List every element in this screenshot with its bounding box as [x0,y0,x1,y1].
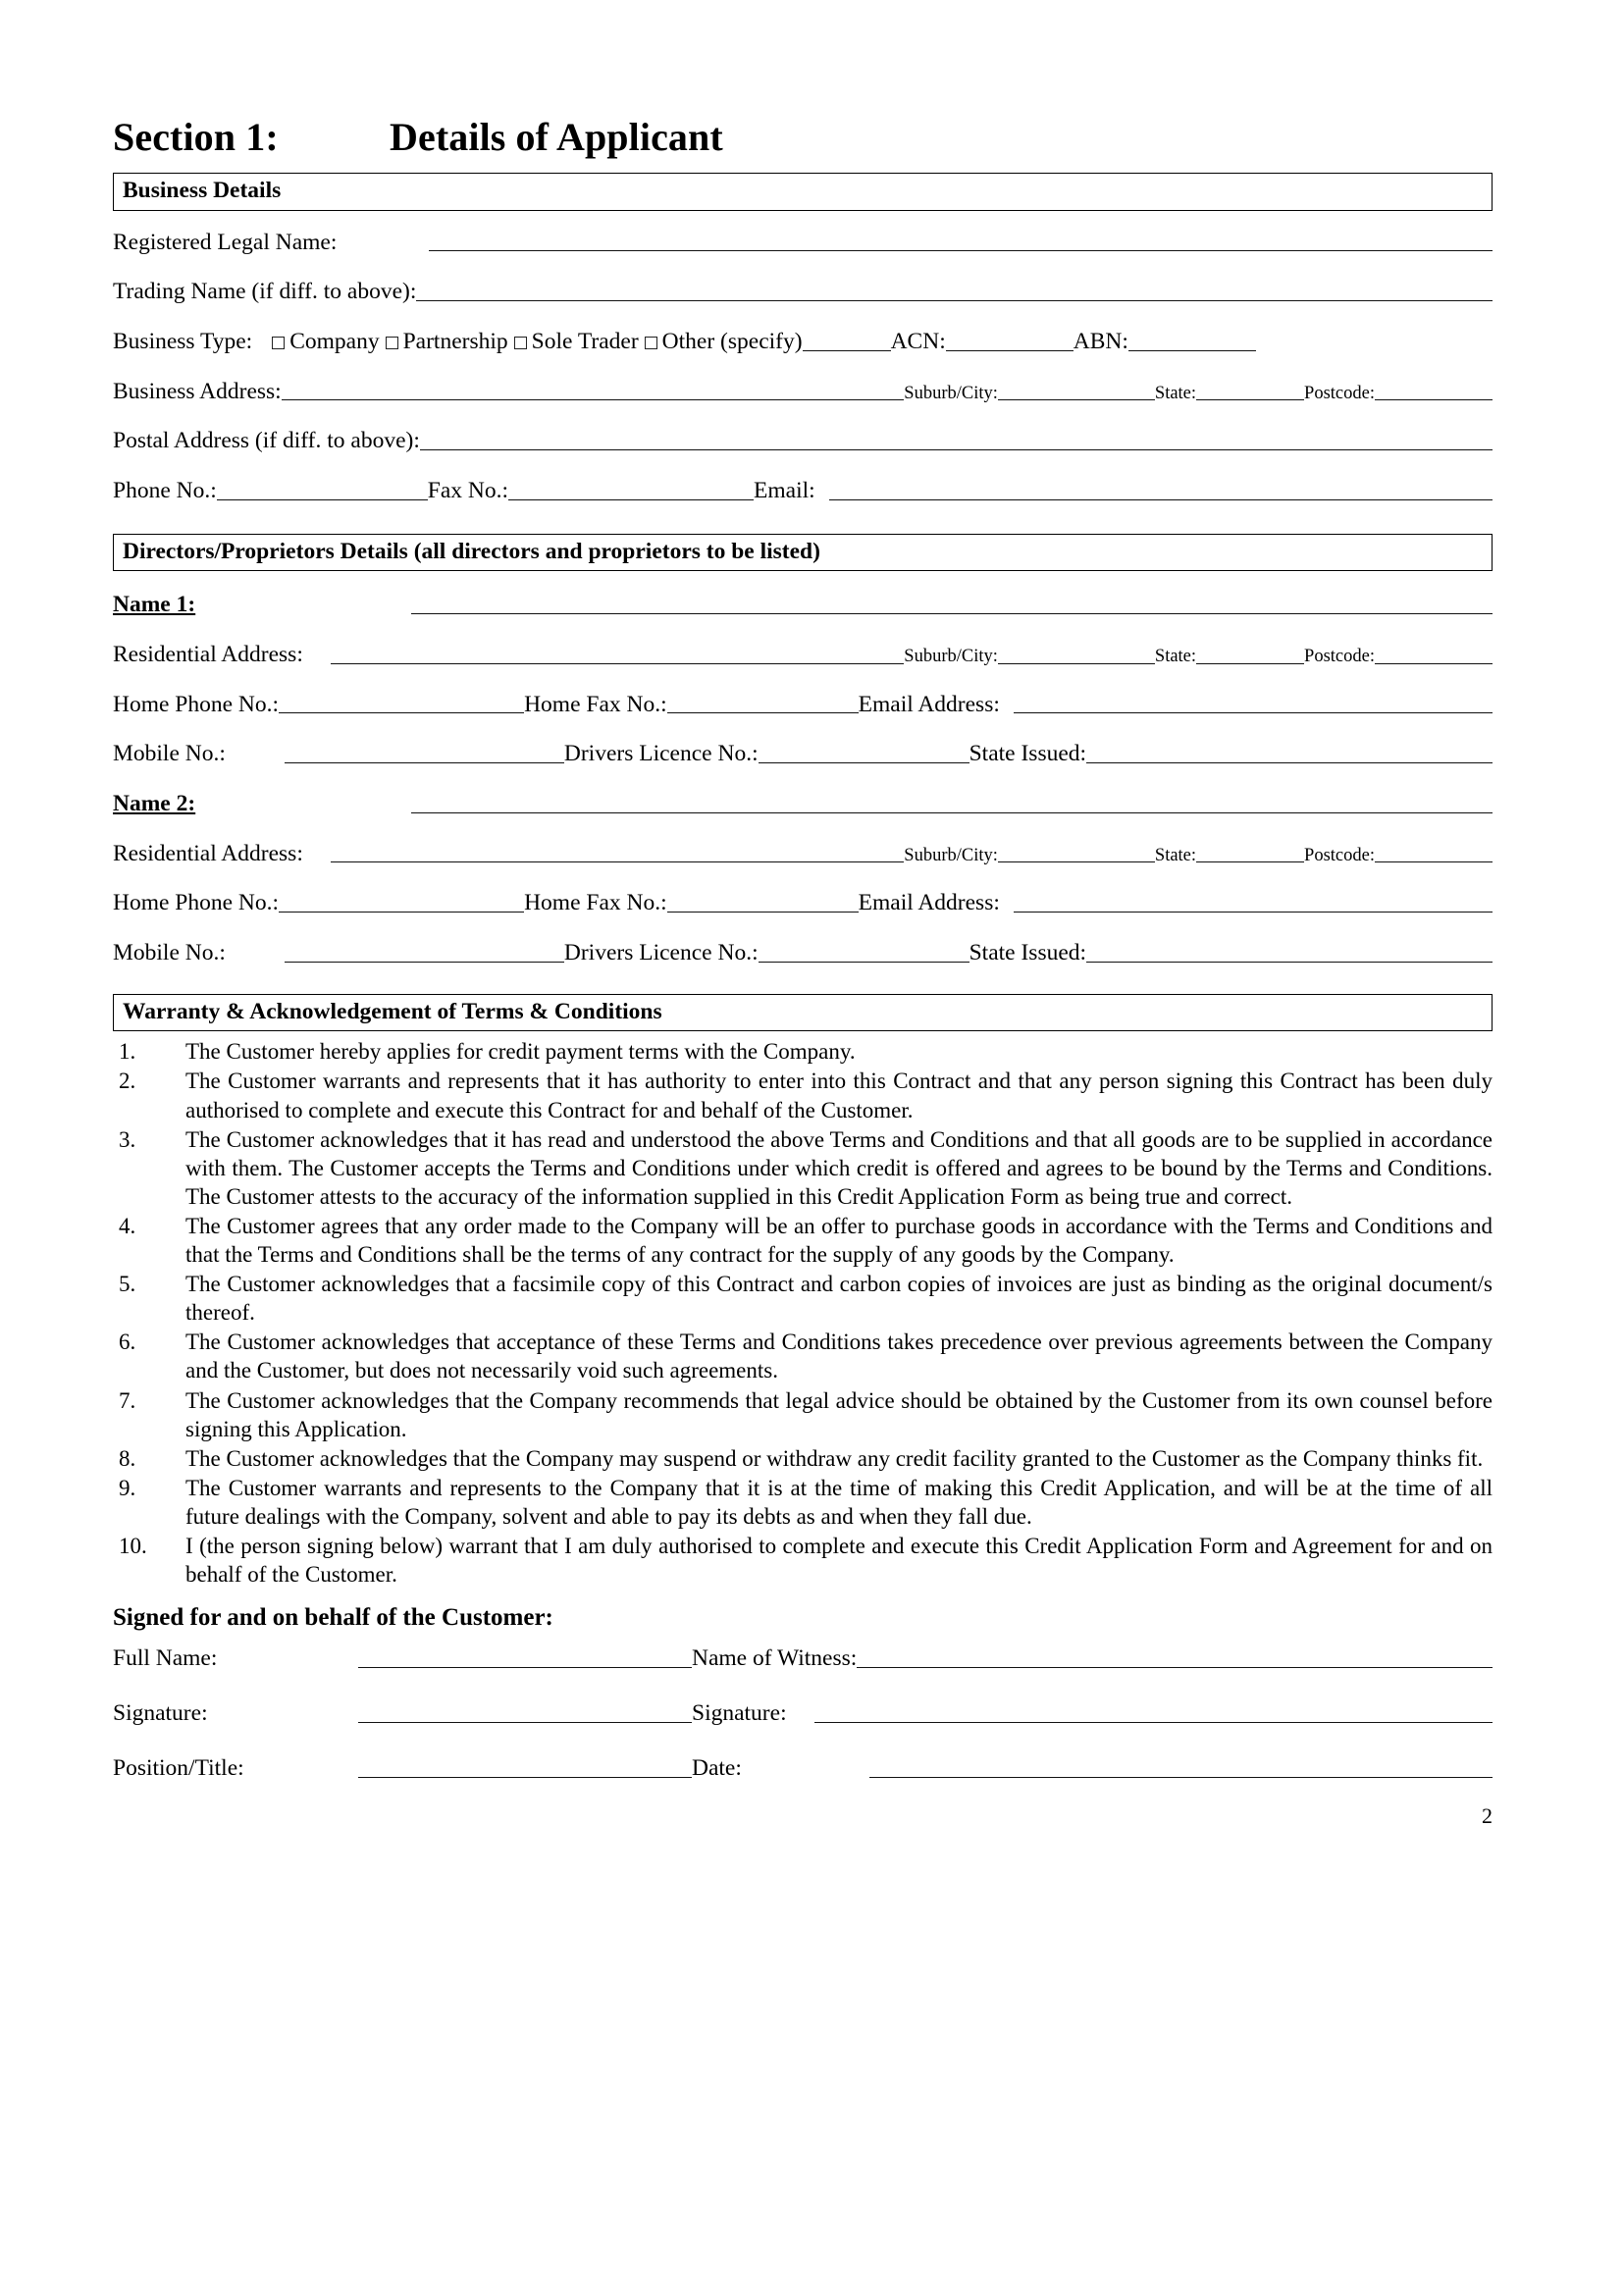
director-1-name-input[interactable] [411,612,1493,614]
director-1-state-input[interactable] [1196,662,1304,664]
name-of-witness-input[interactable] [857,1666,1493,1668]
director-1-suburb-city-label: Suburb/City: [904,647,998,667]
abn-input[interactable] [1128,349,1256,351]
business-type-label: Business Type: [113,329,253,354]
business-postcode-input[interactable] [1375,398,1493,400]
director-1-name-label: Name 1: [113,592,196,618]
registered-legal-name-label: Registered Legal Name: [113,229,338,255]
business-state-label: State: [1154,383,1197,403]
term-number: 9. [119,1475,136,1500]
director-1-suburb-city-input[interactable] [998,662,1155,664]
director-2-suburb-city-input[interactable] [998,861,1155,862]
term-item [113,1532,1493,1589]
business-type-option-other-label: Other (specify) [661,329,803,354]
director-2-name-label: Name 2: [113,791,196,817]
term-text: The Customer acknowledges that it has read and understood the above Terms and Conditions and that all goods are to be supplied in accordance with them. The Customer accepts the Terms and Conditions under which credit is offered and agrees to be bound by the Terms and Conditions. The Customer attests to the accuracy of the information supplied in this Credit Application Form as being true and correct. [185,1126,1493,1209]
term-item [113,1067,1493,1123]
director-2-state-issued-input[interactable] [1086,961,1493,963]
term-number: 6. [119,1330,136,1355]
term-text: The Customer hereby applies for credit payment terms with the Company. [185,1039,856,1065]
witness-signature-label: Signature: [692,1700,787,1727]
checkbox-icon[interactable] [272,337,285,349]
business-address-input[interactable] [282,398,905,400]
section-label: Section 1: [113,115,279,159]
acn-input[interactable] [946,349,1074,351]
director-1-drivers-licence-input[interactable] [759,761,969,763]
term-text: The Customer acknowledges that the Company recommends that legal advice should be obtained by the Customer from its own counsel before signing this Application. [185,1387,1493,1441]
business-type-option-company[interactable] [272,330,379,355]
director-1-mobile-label: Mobile No.: [113,741,226,767]
director-2-home-phone-label: Home Phone No.: [113,890,280,916]
full-name-label: Full Name: [113,1645,218,1672]
position-title-input[interactable] [358,1776,692,1778]
field-director-1-residential-address [113,643,1493,668]
director-1-postcode-label: Postcode: [1304,647,1375,667]
term-item [113,1328,1493,1384]
director-1-residential-address-label: Residential Address: [113,642,303,668]
full-name-input[interactable] [358,1666,692,1668]
field-registered-legal-name [113,231,1493,256]
email-input[interactable] [829,498,1493,500]
signed-heading: Signed for and on behalf of the Customer: [113,1604,553,1632]
director-2-name-input[interactable] [411,811,1493,813]
director-2-mobile-input[interactable] [285,961,564,963]
director-2-mobile-label: Mobile No.: [113,940,226,966]
term-item [113,1270,1493,1327]
field-director-2-name [113,792,1493,817]
director-2-postcode-label: Postcode: [1304,845,1375,865]
director-1-residential-address-input[interactable] [331,662,904,664]
director-1-home-phone-input[interactable] [279,711,524,713]
director-2-state-issued-label: State Issued: [969,940,1087,966]
business-type-option-partnership-label: Partnership [402,329,508,354]
director-1-email-address-input[interactable] [1014,711,1493,713]
trading-name-label: Trading Name (if diff. to above): [113,279,417,305]
signature-row-position-title [113,1755,1493,1782]
checkbox-icon[interactable] [645,337,657,349]
business-postcode-label: Postcode: [1304,383,1375,403]
director-2-residential-address-label: Residential Address: [113,840,303,866]
term-item [113,1386,1493,1443]
term-item [113,1037,1493,1066]
registered-legal-name-input[interactable] [429,249,1493,251]
date-input[interactable] [869,1776,1493,1778]
field-director-1-home-phone [113,693,1493,718]
term-item [113,1474,1493,1531]
term-text: The Customer acknowledges that acceptance of these Terms and Conditions takes precedence over previous agreements between the Company and the Customer, but does not necessarily void such agreements. [185,1330,1493,1383]
director-2-state-label: State: [1154,845,1197,865]
director-2-home-phone-input[interactable] [279,911,524,913]
field-director-2-mobile [113,941,1493,966]
business-type-option-partnership[interactable] [386,330,508,355]
postal-address-input[interactable] [420,448,1493,450]
director-2-postcode-input[interactable] [1375,861,1493,862]
section-heading: Details of Applicant [390,115,723,159]
director-1-state-label: State: [1154,647,1197,667]
director-2-email-address-label: Email Address: [858,890,1000,916]
term-number: 7. [119,1387,136,1413]
term-text: I (the person signing below) warrant that I am duly authorised to complete and execute this Credit Application Form and Agreement for and on behalf of the Customer. [185,1533,1493,1588]
date-label: Date: [692,1755,742,1782]
checkbox-icon[interactable] [514,337,527,349]
field-director-1-name [113,593,1493,618]
term-text: The Customer warrants and represents to the Company that it is at the time of making this Credit Application, and will be at the time of all future dealings with the Company, solvent and able to pay its debts as and when they fall due. [185,1475,1493,1529]
term-number: 2. [119,1069,136,1094]
business-state-input[interactable] [1196,398,1304,400]
field-trading-name [113,280,1493,305]
signature-row-signature [113,1700,1493,1727]
position-title-label: Position/Title: [113,1755,244,1782]
director-1-home-phone-label: Home Phone No.: [113,691,280,717]
field-business-address [113,380,1493,405]
term-number: 4. [119,1213,136,1238]
director-2-state-input[interactable] [1196,861,1304,862]
director-2-suburb-city-label: Suburb/City: [904,845,998,865]
signature-label: Signature: [113,1700,208,1727]
term-text: The Customer acknowledges that the Company may suspend or withdraw any credit facility granted to the Customer as the Company thinks fit. [185,1445,1484,1471]
business-type-option-sole-trader-label: Sole Trader [531,329,639,354]
director-1-home-fax-label: Home Fax No.: [524,691,667,717]
fax-input[interactable] [508,498,754,500]
abn-label: ABN: [1073,329,1128,354]
name-of-witness-label: Name of Witness: [692,1645,858,1672]
acn-label: ACN: [890,329,946,354]
term-text: The Customer agrees that any order made to the Company will be an offer to purchase goods in accordance with the Terms and Conditions and that the Terms and Conditions shall be the terms of any contract for the supply of any goods by the Company. [185,1213,1493,1268]
director-1-drivers-licence-label: Drivers Licence No.: [563,741,759,767]
business-details-band: Business Details [113,173,1493,211]
term-item [113,1125,1493,1211]
director-1-state-issued-label: State Issued: [969,741,1087,767]
term-item [113,1212,1493,1269]
terms-list [113,1037,1493,1589]
term-text: The Customer warrants and represents that it has authority to enter into this Contract and that any person signing this Contract has been duly authorised to complete and execute this Contract for and behalf of the Customer. [185,1069,1493,1122]
director-2-drivers-licence-input[interactable] [759,961,969,963]
field-business-phone [113,479,1493,504]
term-number: 1. [119,1039,136,1065]
field-business-type [113,330,1493,355]
page-title [113,116,1493,159]
term-item [113,1444,1493,1473]
director-2-residential-address-input[interactable] [331,861,904,862]
director-2-drivers-licence-label: Drivers Licence No.: [563,940,759,966]
director-1-mobile-input[interactable] [285,761,564,763]
business-suburb-city-label: Suburb/City: [904,383,998,403]
checkbox-icon[interactable] [386,337,398,349]
business-address-label: Business Address: [113,378,282,404]
page-content [113,116,1493,1829]
director-2-home-fax-input[interactable] [667,911,859,913]
directors-band: Directors/Proprietors Details (all directors and proprietors to be listed) [113,534,1493,572]
witness-signature-input[interactable] [814,1721,1493,1723]
field-postal-address [113,429,1493,454]
signature-input[interactable] [358,1721,692,1723]
term-number: 10. [119,1533,147,1558]
director-1-postcode-input[interactable] [1375,662,1493,664]
business-type-option-company-label: Company [289,329,380,354]
term-number: 5. [119,1272,136,1297]
signature-row-full-name [113,1645,1493,1672]
warranty-band: Warranty & Acknowledgement of Terms & Conditions [113,994,1493,1032]
phone-label: Phone No.: [113,478,217,504]
fax-label: Fax No.: [427,478,508,504]
term-number: 3. [119,1126,136,1152]
postal-address-label: Postal Address (if diff. to above): [113,428,420,454]
term-text: The Customer acknowledges that a facsimile copy of this Contract and carbon copies of invoices are just as binding as the original document/s thereof. [185,1272,1493,1326]
phone-input[interactable] [217,498,428,500]
business-suburb-city-input[interactable] [998,398,1155,400]
business-type-option-sole-trader[interactable] [514,330,639,355]
director-1-email-address-label: Email Address: [858,691,1000,717]
term-number: 8. [119,1445,136,1471]
director-2-home-fax-label: Home Fax No.: [524,890,667,916]
director-1-state-issued-input[interactable] [1086,761,1493,763]
email-label: Email: [754,478,815,504]
field-director-1-mobile [113,742,1493,767]
business-type-other-input[interactable] [803,349,891,351]
trading-name-input[interactable] [416,299,1493,301]
director-2-email-address-input[interactable] [1014,911,1493,913]
page-number: 2 [1482,1803,1493,1829]
business-type-option-other[interactable] [645,330,803,355]
field-director-2-residential-address [113,842,1493,867]
director-1-home-fax-input[interactable] [667,711,859,713]
field-director-2-home-phone [113,891,1493,916]
